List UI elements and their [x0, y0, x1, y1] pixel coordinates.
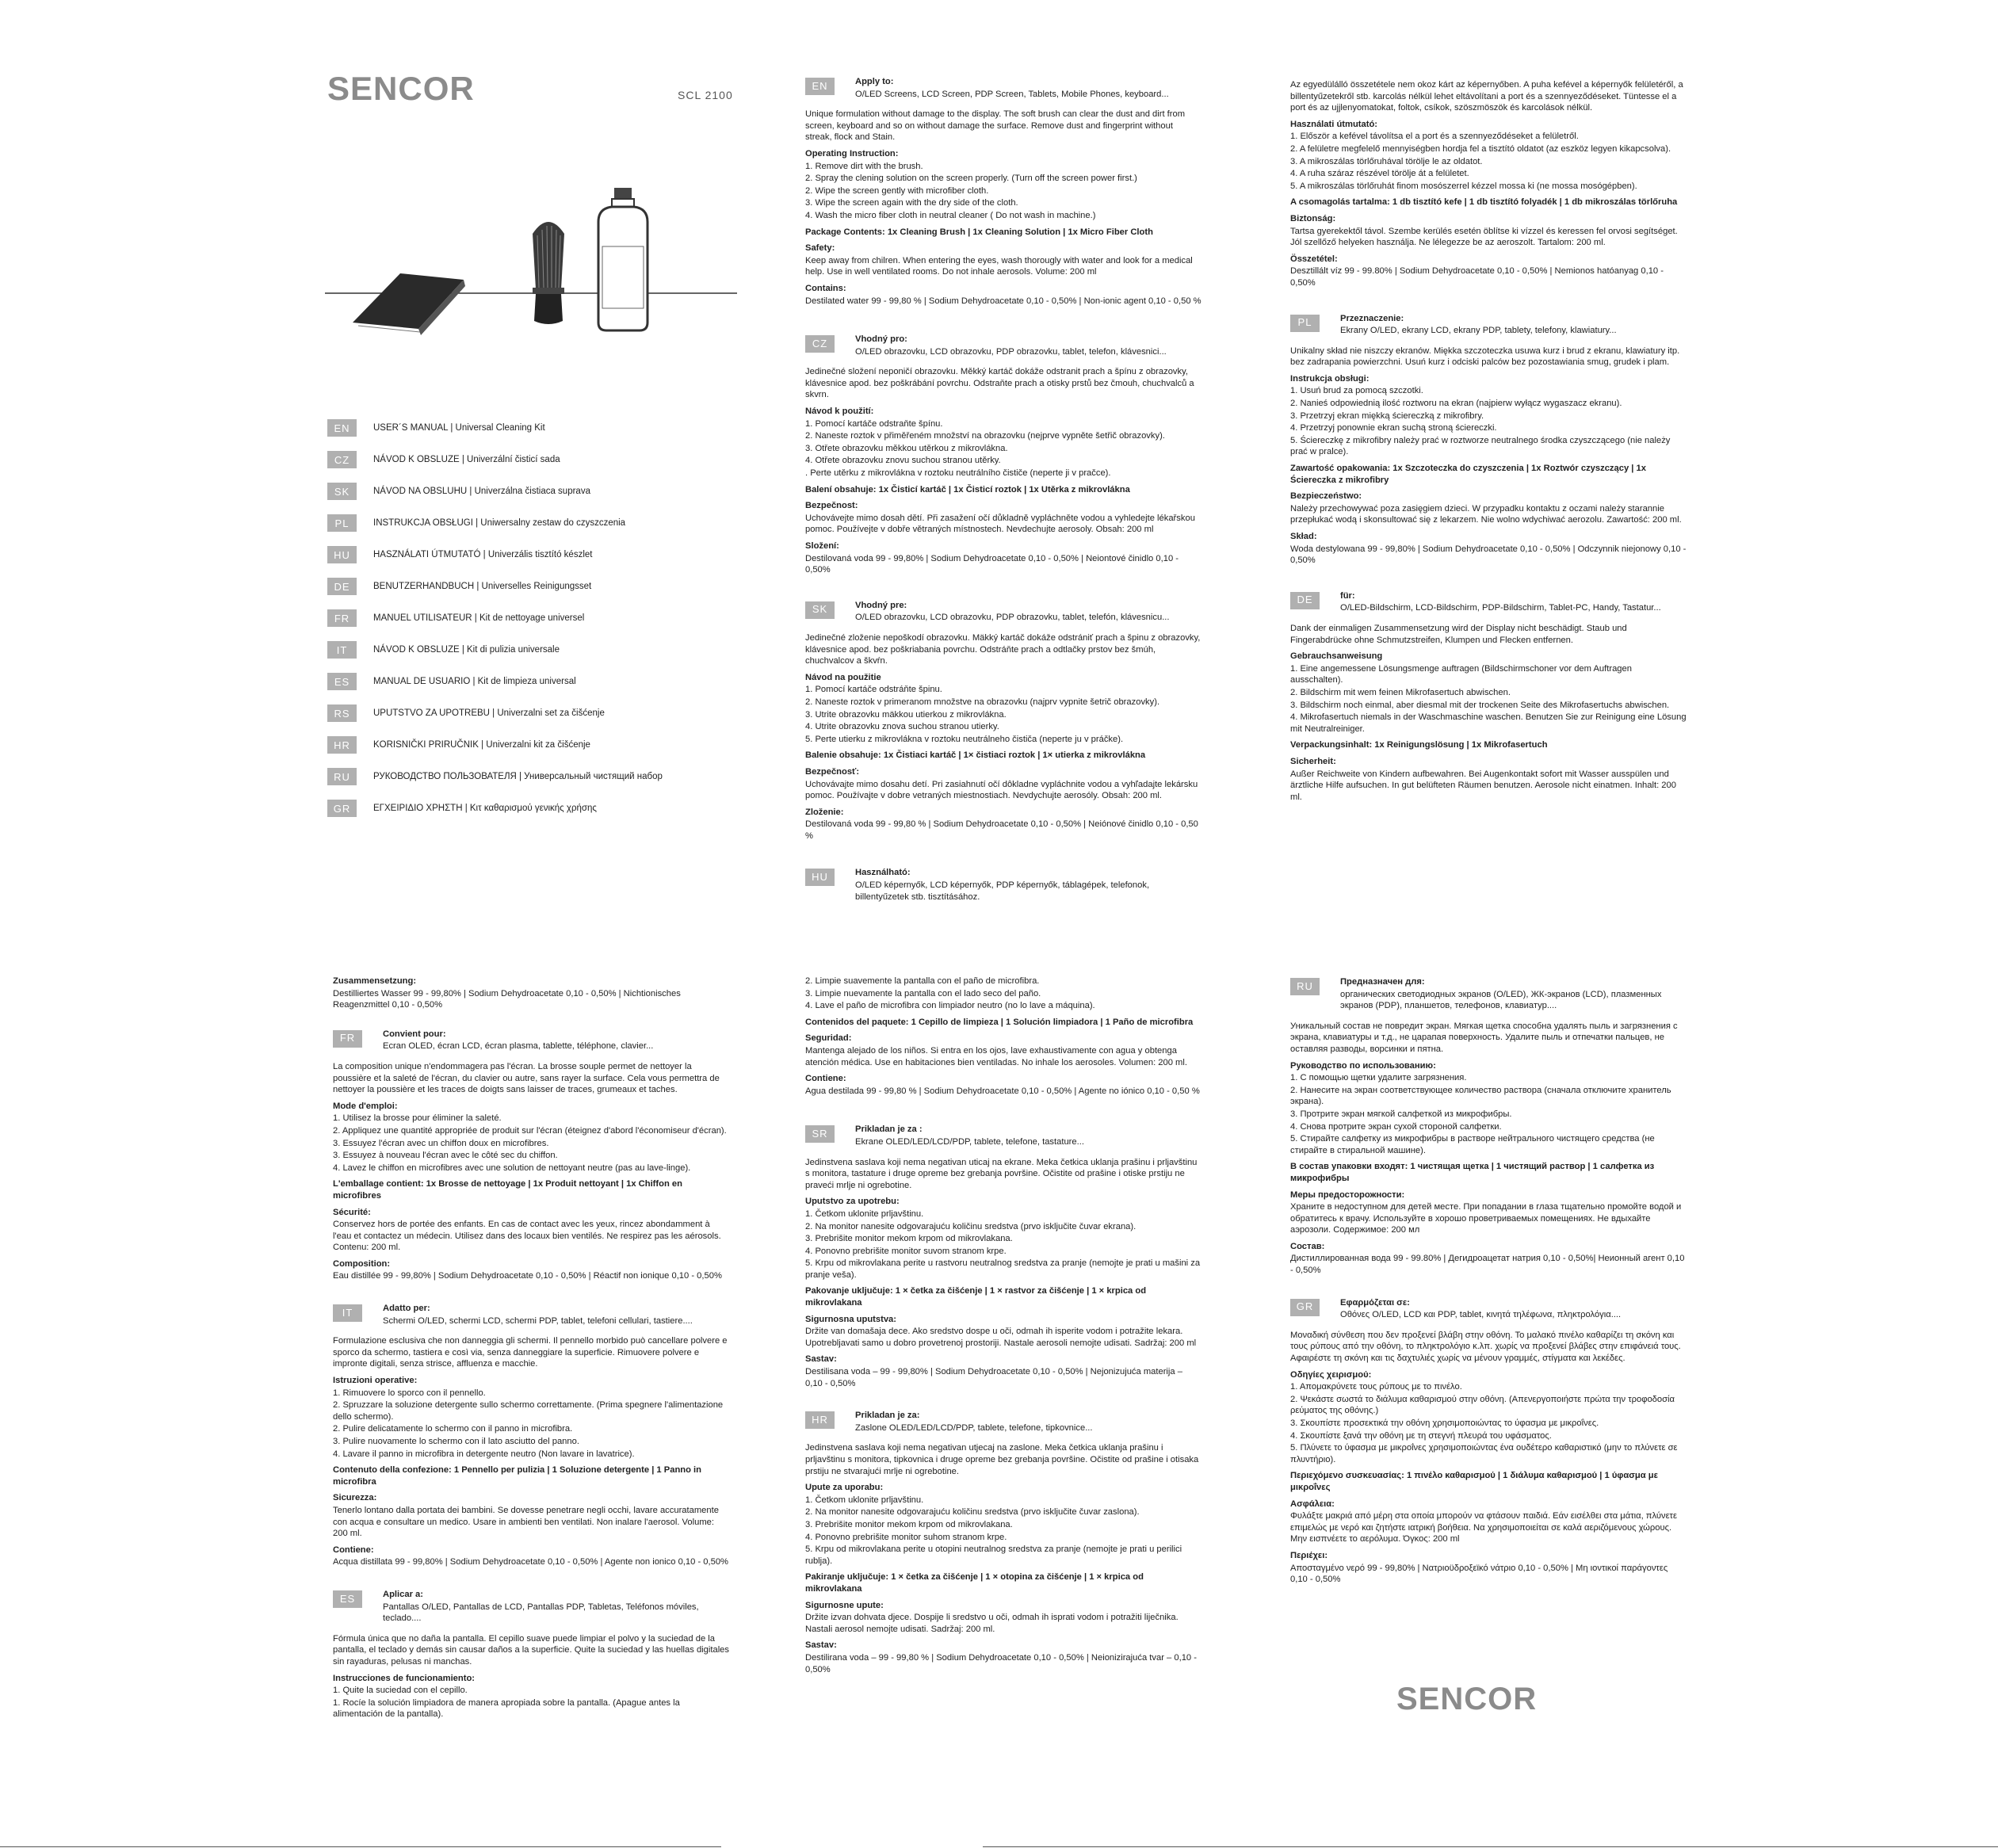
instruction-step: 5. Ściereczkę z mikrofibry należy prać w roztworze neutralnego środka czyszczącego (nie należy prać w pralce). [1290, 435, 1671, 457]
badge-fr: FR [333, 1030, 362, 1048]
instruction-step: 3. Bildschirm noch einmal, aber diesmal mit der trockenen Seite des Mikrofasertuchs abwischen. [1290, 700, 1670, 710]
section-es-continued [805, 976, 1201, 1097]
instruction-step: 4. Mikrofasertuch niemals in der Waschmaschine waschen. Benutzen Sie zur Reinigung eine Lösung mit Neutralreiniger. [1290, 712, 1687, 734]
toc-title-rs: UPUTSTVO ZA UPOTREBU | Univerzalni set za čišćenje [373, 708, 605, 718]
cz-contains-heading: Složení: [805, 541, 839, 551]
toc-row-hu [327, 539, 739, 571]
fr-op-heading: Mode d'emploi: [333, 1101, 398, 1111]
ru-package: В состав упаковки входят: 1 чистящая щетка | 1 чистящий раствор | 1 салфетка из микрофибры [1290, 1162, 1655, 1183]
column-top-middle [805, 76, 1201, 911]
section-ru [1290, 976, 1687, 1277]
toc-title-hu: HASZNÁLATI ÚTMUTATÓ | Univerzális tisztító készlet [373, 550, 593, 559]
badge-gr: GR [1290, 1299, 1320, 1316]
instruction-step: 5. A mikroszálas törlőruhát finom mosószerrel kézzel mossa ki (ne mossa mosógépben). [1290, 181, 1637, 191]
badge-es: ES [333, 1590, 362, 1608]
de-op-heading: Gebrauchsanweisung [1290, 651, 1383, 662]
instruction-step: 2. Na monitor nanesite odgovarajuću količinu sredstva (prvo isključite čuvar ekrana). [805, 1221, 1137, 1231]
instruction-step: 1. Eine angemessene Lösungsmenge auftragen (Bildschirmschoner vor dem Auftragen ausschalten). [1290, 663, 1632, 685]
hu-contains: Desztillált víz 99 - 99.80% | Sodium Dehydroacetate 0,10 - 0,50% | Nemionos hatóanyag 0,10 - 0,50% [1290, 266, 1664, 288]
toc-badge-pl: PL [327, 514, 357, 532]
section-sr [805, 1124, 1201, 1389]
instruction-step: 4. Wash the micro fiber cloth in neutral cleaner ( Do not wash in machine.) [805, 210, 1096, 220]
sr-contains-heading: Sastav: [805, 1354, 837, 1365]
instruction-step: 3. Prebrišite monitor mekom krpom od mikrovlakana. [805, 1234, 1013, 1244]
cz-op-steps [805, 418, 1201, 479]
instruction-step: 2. A felületre megfelelő mennyiségben hordja fel a tisztító oldatot (az eszköz legyen kikapcsolva). [1290, 143, 1671, 154]
instruction-step: 4. Снова протрите экран сухой стороной салфетки. [1290, 1121, 1502, 1132]
section-pl [1290, 313, 1687, 567]
de-intro: Dank der einmaligen Zusammensetzung wird der Display nicht beschädigt. Staub und Fingerabdrücke ohne Schmutzstreifen, Klumpen und Flecken entfernen. [1290, 623, 1627, 645]
column-bottom-middle [805, 976, 1201, 1676]
instruction-step: 5. Стирайте салфетку из микрофибры в растворе нейтрального чистящего средства (не стирайте в стиральной машине). [1290, 1134, 1655, 1155]
fr-intro: La composition unique n'endommagera pas l'écran. La brosse souple permet de nettoyer la poussière et la saleté de l'écran, du clavier ou autre, sans rayer la surface. Cela vous permettra de nettoyer la poussière et les traces de doigts sans laisser de traces, grumeaux et taches. [333, 1061, 720, 1095]
instruction-step: . Perte utěrku z mikrovlákna v roztoku neutrálního čističe (neperte ji v pračce). [805, 468, 1111, 479]
instruction-step: 2. Bildschirm mit wem feinen Mikrofasertuch abwischen. [1290, 687, 1511, 697]
instruction-step: 2. Wipe the screen gently with microfiber cloth. [805, 185, 989, 196]
instruction-step: 3. Essuyez à nouveau l'écran avec le côté sec du chiffon. [333, 1151, 558, 1161]
toc-title-pl: INSTRUKCJA OBSŁUGI | Uniwersalny zestaw do czyszczenia [373, 518, 626, 528]
language-index [327, 412, 739, 824]
pl-op-heading: Instrukcja obsługi: [1290, 373, 1370, 384]
instruction-step: 1. Rocíe la solución limpiadora de manera apropiada sobre la pantalla. (Apague antes la alimentación de la pantalla). [333, 1697, 680, 1720]
it-intro: Formulazione esclusiva che non danneggia gli schermi. Il pennello morbido può cancellare polvere e sporco da schermo, tastiera e così via, senza danneggiare la superficie. Rimuovere polvere e impronte digitali, senza strisce, affluenza e macchie. [333, 1336, 728, 1369]
gr-intro: Μοναδική σύνθεση που δεν προξενεί βλάβη στην οθόνη. Το μαλακό πινέλο καθαρίζει τη σκόνη και τους ρύπους από την οθόνη, το πληκτρολόγιο κ.λπ. χωρίς να προξενεί βλάβες στην επιφάνειά τους. Αφαιρέστε τη σκόνη και τις δαχτυλιές χωρίς να μένουν γραμμές, στίγματα και λεκέδες. [1290, 1330, 1681, 1364]
sr-safety: Držite van domašaja dece. Ako sredstvo dospe u oči, odmah ih isperite vodom i potražite lekara. Upotrebljavati samo u dobro provetrenoj prostoriji. Nastale aerosoli nemojte udisati. Sadržaj: 200 ml [805, 1327, 1197, 1348]
brand-logo-top: SENCOR [327, 70, 475, 107]
toc-row-it [327, 634, 739, 666]
toc-row-fr [327, 602, 739, 634]
instruction-step: 4. Ponovno prebrišite monitor suvom stranom krpe. [805, 1246, 1007, 1256]
instruction-step: 4. Utrite obrazovku znova suchou stranou utierky. [805, 722, 999, 732]
column-bottom-right [1290, 976, 1687, 1586]
sk-package: Balenie obsahuje: 1x Čistiaci kartáč | 1× čistiaci roztok | 1× utierka z mikrovlákna [805, 750, 1146, 761]
sk-safety: Uchovávajte mimo dosahu detí. Pri zasiahnutí očí dôkladne vypláchnite vodou a vyhľadajte lekársku pomoc. Používajte v dobre vetraných miestnostiach. Nevdychujte aerosóly. Obsah: 200 ml. [805, 779, 1198, 801]
pl-apply-list: Ekrany O/LED, ekrany LCD, ekrany PDP, tablety, telefony, klawiatury... [1340, 326, 1617, 336]
section-cz [805, 334, 1201, 576]
toc-title-sk: NÁVOD NA OBSLUHU | Univerzálna čistiaca suprava [373, 487, 590, 496]
badge-ru: RU [1290, 978, 1320, 995]
en-op-heading: Operating Instruction: [805, 148, 899, 158]
pl-title: Przeznaczenie: [1340, 313, 1404, 323]
instruction-step: 5. Krpu od mikrovlakana perite u otopini neutralnog sredstva za pranje (nemojte je prati u perilici rublja). [805, 1544, 1182, 1566]
toc-row-ru [327, 761, 739, 792]
es-title: Aplicar a: [383, 1589, 423, 1599]
hu-op-steps [1290, 131, 1687, 192]
instruction-step: 2. Naneste roztok v primeranom množstve na obrazovku (najprv vypnite šetrič obrazovky). [805, 697, 1160, 707]
bottom-trim-line-left [0, 1846, 721, 1847]
ru-op-heading: Руководство по использованию: [1290, 1060, 1436, 1071]
it-package: Contenuto della confezione: 1 Pennello per pulizia | 1 Soluzione detergente | 1 Panno in microfibra [333, 1465, 702, 1487]
instruction-step: 3. Przetrzyj ekran miękką ściereczką z mikrofibry. [1290, 410, 1484, 421]
sr-title: Prikladan je za : [855, 1124, 923, 1135]
instruction-step: 4. A ruha száraz részével törölje át a felületet. [1290, 169, 1469, 179]
toc-badge-hu: HU [327, 546, 357, 563]
instruction-step: 1. Először a kefével távolítsa el a port és a szennyeződéseket a felületről. [1290, 132, 1579, 142]
instruction-step: 4. Σκουπίστε ξανά την οθόνη με τη στεγνή πλευρά του υφάσματος. [1290, 1430, 1552, 1441]
de-package: Verpackungsinhalt: 1x Reinigungslösung | 1x Mikrofasertuch [1290, 740, 1548, 750]
hu-apply-list: O/LED képernyők, LCD képernyők, PDP képernyők, táblagépek, telefonok, billentyűzetek stb. tisztításához. [855, 880, 1150, 902]
ru-contains: Дистиллированная вода 99 - 99.80% | Дегидроацетат натрия 0,10 - 0,50%| Неионный агент 0,10 - 0,50% [1290, 1254, 1685, 1276]
toc-row-cz [327, 444, 739, 475]
ru-op-steps [1290, 1072, 1687, 1156]
toc-title-gr: ΕΓΧΕΙΡΙΔΙΟ ΧΡΗΣΤΗ | Κιτ καθαρισμού γενικής χρήσης [373, 804, 597, 813]
toc-badge-es: ES [327, 673, 357, 690]
badge-pl: PL [1290, 315, 1320, 332]
de-contains-heading: Zusammensetzung: [333, 976, 417, 986]
toc-row-es [327, 666, 739, 697]
en-safety-heading: Safety: [805, 243, 835, 254]
toc-title-de: BENUTZERHANDBUCH | Universelles Reinigungsset [373, 582, 592, 591]
toc-row-rs [327, 697, 739, 729]
pl-intro: Unikalny skład nie niszczy ekranów. Miękka szczoteczka usuwa kurz i brud z ekranu, klawiatury itp. bez zadrapania powierzchni. Usuń kurz i odciski palców bez pozostawiania smug, grudek i plam. [1290, 346, 1680, 368]
sk-contains-heading: Zloženie: [805, 807, 844, 817]
gr-contains-heading: Περιέχει: [1290, 1550, 1328, 1560]
gr-op-steps [1290, 1381, 1687, 1465]
en-apply-list: O/LED Screens, LCD Screen, PDP Screen, Tablets, Mobile Phones, keyboard... [855, 89, 1169, 99]
section-it [333, 1303, 729, 1568]
cz-safety-heading: Bezpečnost: [805, 501, 858, 511]
sr-safety-heading: Sigurnosna uputstva: [805, 1314, 896, 1324]
hr-intro: Jedinstvena saslava koji nema negativan utjecaj na zaslone. Meka četkica uklanja prašinu i prljavštinu s monitora, tipkovnica i druge opreme bez grebanja površine. Očistite od prašine i otisaka prstiju ne stvarajući mrlje ni ogrebotine. [805, 1443, 1199, 1476]
fr-safety-heading: Sécurité: [333, 1207, 371, 1217]
toc-badge-rs: RS [327, 704, 357, 722]
sk-title: Vhodný pre: [855, 600, 907, 610]
toc-badge-it: IT [327, 641, 357, 659]
es-safety-heading: Seguridad: [805, 1033, 852, 1044]
toc-row-gr [327, 792, 739, 824]
toc-badge-hr: HR [327, 736, 357, 754]
instruction-step: 4. Lave el paño de microfibra con limpiador neutro (no lo lave a máquina). [805, 1001, 1095, 1011]
toc-row-sk [327, 475, 739, 507]
es-contains: Agua destilada 99 - 99,80 % | Sodium Dehydroacetate 0,10 - 0,50% | Agente no iónico 0,10 - 0,50 % [805, 1086, 1200, 1096]
it-contains-heading: Contiene: [333, 1544, 374, 1555]
instruction-step: 3. Протрите экран мягкой салфеткой из микрофибры. [1290, 1109, 1512, 1119]
gr-package: Περιεχόμενο συσκευασίας: 1 πινέλο καθαρισμού | 1 διάλυμα καθαρισμού | 1 ύφασμα με μικροΐνες [1290, 1471, 1658, 1492]
de-title: für: [1340, 590, 1355, 601]
microfiber-cloth-icon [353, 273, 465, 335]
toc-title-es: MANUAL DE USUARIO | Kit de limpieza universal [373, 677, 576, 686]
instruction-step: 3. Wipe the screen again with the dry side of the cloth. [805, 198, 1018, 208]
instruction-step: 1. С помощью щетки удалите загрязнения. [1290, 1073, 1467, 1083]
toc-badge-cz: CZ [327, 451, 357, 468]
ru-title: Предназначен для: [1340, 977, 1425, 987]
cleaning-solution-bottle-icon [598, 188, 648, 330]
badge-de: DE [1290, 592, 1320, 609]
es-package: Contenidos del paquete: 1 Cepillo de limpieza | 1 Solución limpiadora | 1 Paño de microfibra [805, 1017, 1194, 1027]
cz-package: Balení obsahuje: 1x Čisticí kartáč | 1x Čisticí roztok | 1x Utěrka z mikrovlákna [805, 484, 1130, 494]
section-de [1290, 590, 1687, 804]
instruction-step: 5. Πλύνετε το ύφασμα με μικροΐνες χρησιμοποιώντας ένα ουδέτερο καθαριστικό (μην το πλύνετε σε πλυντήριο). [1290, 1443, 1678, 1464]
it-contains: Acqua distillata 99 - 99,80% | Sodium Dehydroacetate 0,10 - 0,50% | Agente non ionico 0,10 - 0,50% [333, 1557, 729, 1567]
hu-safety: Tartsa gyerekektől távol. Szembe kerülés esetén öblítse ki vízzel és keressen fel orvosi segítséget. Jól szellőző helyeken használja. Ne lélegezze be az aeroszolt. Tartalom: 200 ml. [1290, 226, 1678, 248]
gr-contains: Αποσταγμένο νερό 99 - 99,80% | Νατριοϋδροξεϊκό νάτριο 0,10 - 0,50% | Μη ιοντικοί παράγοντες 0,10 - 0,50% [1290, 1563, 1668, 1585]
instruction-step: 2. Spruzzare la soluzione detergente sullo schermo correttamente. (Prima spegnere l'alimentazione dello schermo). [333, 1400, 724, 1422]
gr-safety: Φυλάξτε μακριά από μέρη στα οποία μπορούν να φτάσουν παιδιά. Εάν εισέλθει στα μάτια, πλύνετε επιμελώς με νερό και ζητήστε ιατρική βοήθεια. Να χρησιμοποιείται σε καλά αεριζόμενους χώρους. Μην εισπνέετε το αερόλυμα. Όγκος: 200 ml [1290, 1511, 1677, 1544]
fr-op-steps [333, 1113, 729, 1174]
sr-op-heading: Uputstvo za upotrebu: [805, 1197, 900, 1207]
instruction-step: 4. Ponovno prebrišite monitor suhom stranom krpe. [805, 1532, 1007, 1542]
instruction-step: 2. Naneste roztok v přiměřeném množství na obrazovku (nejprve vypněte šetřič obrazovky). [805, 431, 1165, 441]
toc-row-pl [327, 507, 739, 539]
gr-op-heading: Οδηγίες χειρισμού: [1290, 1369, 1372, 1380]
instruction-step: 1. Usuń brud za pomocą szczotki. [1290, 386, 1423, 396]
instruction-step: 1. Četkom uklonite prljavštinu. [805, 1495, 924, 1505]
hr-safety: Držite izvan dohvata djece. Dospije li sredstvo u oči, odmah ih isprati vodom i potražiti liječnika. Nastali aerosol nemojte udisati. Sadržaj: 200 ml. [805, 1613, 1179, 1634]
fr-safety: Conservez hors de portée des enfants. En cas de contact avec les yeux, rincez abondamment à l'eau et contactez un médecin. Utilisez dans des locaux bien ventilés. Ne respirez pas les aérosols. Contenu: 200 ml. [333, 1220, 721, 1253]
pl-contains-heading: Skład: [1290, 532, 1317, 541]
hu-op-heading: Használati útmutató: [1290, 119, 1378, 129]
it-op-heading: Istruzioni operative: [333, 1376, 418, 1386]
instruction-step: 3. Prebrišite monitor mekom krpom od mikrovlakana. [805, 1519, 1013, 1529]
cz-apply-list: O/LED obrazovku, LCD obrazovku, PDP obrazovku, tablet, telefon, klávesnici... [855, 346, 1167, 357]
en-safety: Keep away from chilren. When entering the eyes, wash thorougly with water and look for a medical help. Use in well ventilated rooms. Do not inhale aerosols. Volume: 200 ml [805, 255, 1193, 277]
ru-safety: Храните в недоступном для детей месте. При попадании в глаза тщательно промойте водой и обратитесь к врачу. Используйте в хорошо проветриваемых помещениях. Не вдыхайте аэрозоли. Содержимое: 200 мл [1290, 1202, 1682, 1235]
section-es [333, 1589, 729, 1720]
instruction-step: 4. Otřete obrazovku znovu suchou stranou utěrky. [805, 456, 1001, 466]
sk-intro: Jedinečné zloženie nepoškodí obrazovku. Mäkký kartáč dokáže odstrániť prach a špinu z obrazovky, klávesnice apod. bez poškriabania povrchu. Odstráňte prach a odtlačky prstov bez šmúh, chuchvalcov a škvŕn. [805, 632, 1201, 666]
badge-it: IT [333, 1304, 362, 1322]
section-fr [333, 1029, 729, 1282]
cleaning-brush-icon [533, 222, 564, 324]
model-number: SCL 2100 [678, 89, 733, 101]
it-op-steps [333, 1388, 729, 1460]
de-contains: Destilliertes Wasser 99 - 99,80% | Sodium Dehydroacetate 0,10 - 0,50% | Nichtionisches Reagenzmittel 0,10 - 0,50% [333, 988, 681, 1010]
instruction-step: 3. Essuyez l'écran avec un chiffon doux en microfibres. [333, 1138, 549, 1148]
hu-package: A csomagolás tartalma: 1 db tisztító kefe | 1 db tisztító folyadék | 1 db mikroszálas törlőruha [1290, 197, 1678, 208]
toc-title-cz: NÁVOD K OBSLUZE | Univerzální čisticí sada [373, 455, 560, 464]
cz-intro: Jedinečné složení neponičí obrazovku. Měkký kartáč dokáže odstranit prach a špínu z obrazovky, klávesnice apod. bez poškrábání povrchu. Odstraňte prach a otisky prstů bez čmouh, chuchvalců a skvrn. [805, 367, 1194, 400]
cz-op-heading: Návod k použití: [805, 407, 874, 417]
instruction-step: 1. Rimuovere lo sporco con il pennello. [333, 1388, 486, 1398]
it-apply-list: Schermi O/LED, schermi LCD, schermi PDP, tablet, telefoni cellulari, tastiere.... [383, 1315, 693, 1326]
instruction-step: 4. Przetrzyj ponownie ekran suchą stroną ściereczki. [1290, 423, 1497, 433]
sk-op-heading: Návod na použitie [805, 672, 881, 682]
sk-apply-list: O/LED obrazovku, LCD obrazovku, PDP obrazovku, tablet, telefón, klávesnicu... [855, 613, 1170, 623]
it-safety-heading: Sicurezza: [333, 1493, 377, 1503]
sr-contains: Destilisana voda – 99 - 99,80% | Sodium Dehydroacetate 0,10 - 0,50% | Nejonizujuća materija – 0,10 - 0,50% [805, 1367, 1182, 1388]
instruction-step: 2. Appliquez une quantité appropriée de produit sur l'écran (éteignez d'abord l'économiseur d'écran). [333, 1125, 727, 1136]
pl-safety-heading: Bezpieczeństwo: [1290, 491, 1362, 502]
hr-title: Prikladan je za: [855, 1411, 920, 1421]
brand-logo-bottom: SENCOR [1396, 1682, 1538, 1716]
en-intro: Unique formulation without damage to the display. The soft brush can clear the dust and dirt from screen, keyboard and so on without damage the surface. Remove dust and fingerprint without streak, flock and Stain. [805, 109, 1186, 143]
product-illustration [325, 186, 737, 337]
toc-title-fr: MANUEL UTILISATEUR | Kit de nettoyage universel [373, 613, 585, 623]
es-op-steps [333, 1685, 729, 1720]
instruction-step: 3. Limpie nuevamente la pantalla con el lado seco del paño. [805, 988, 1041, 998]
section-sk [805, 600, 1201, 842]
sk-contains: Destilovaná voda 99 - 99,80 % | Sodium Dehydroacetate 0,10 - 0,50% | Neiónové činidlo 0,10 - 0,50 % [805, 819, 1198, 841]
instruction-step: 3. Pulire nuovamente lo schermo con il lato asciutto del panno. [333, 1437, 579, 1446]
toc-badge-ru: RU [327, 768, 357, 785]
instruction-step: 4. Lavare il panno in microfibra in detergente neutro (Non lavare in lavatrice). [333, 1449, 635, 1459]
hr-safety-heading: Sigurnosne upute: [805, 1600, 884, 1610]
instruction-step: 2. Pulire delicatamente lo schermo con il panno in microfibra. [333, 1424, 573, 1434]
ru-intro: Уникальный состав не повредит экран. Мягкая щетка способна удалять пыль и загрязнения с экрана, клавиатуры и т.д., не царапая поверхность. Удалите пыль и отпечатки пальцев, не оставляя разводы, ворсинки и пятна. [1290, 1021, 1678, 1054]
de-apply-list: O/LED-Bildschirm, LCD-Bildschirm, PDP-Bildschirm, Tablet-PC, Handy, Tastatur... [1340, 603, 1661, 613]
es-op-steps-continued [805, 976, 1201, 1012]
instruction-step: 2. Nanieś odpowiednią ilość roztworu na ekran (najpierw wyłącz wygaszacz ekranu). [1290, 399, 1622, 409]
toc-row-en [327, 412, 739, 444]
toc-row-hr [327, 729, 739, 761]
instruction-step: 1. Remove dirt with the brush. [805, 161, 923, 171]
gr-apply-list: Οθόνες O/LED, LCD και PDP, tablet, κινητά τηλέφωνα, πληκτρολόγια.... [1340, 1310, 1622, 1320]
instruction-step: 2. Limpie suavemente la pantalla con el paño de microfibra. [805, 976, 1040, 986]
hr-apply-list: Zaslone OLED/LED/LCD/PDP, tablete, telefone, tipkovnice... [855, 1422, 1093, 1433]
ru-apply-list: органических светодиодных экранов (O/LED), ЖК-экранов (LCD), плазменных экранов (PDP), планшетов, телефонов, клавиатур.... [1340, 989, 1662, 1011]
column-top-right [1290, 79, 1687, 804]
instruction-step: 1. Απομακρύνετε τους ρύπους με το πινέλο. [1290, 1382, 1462, 1392]
sr-intro: Jedinstvena saslava koji nema negativan uticaj na ekrane. Meka četkica uklanja prašinu i prljavštinu s monitora, tastature i druge opreme bez grebanja površine. Očistite od prašine i otiske prstiju ne praveći mrlje ni ogrebotine. [805, 1157, 1198, 1190]
toc-row-de [327, 571, 739, 602]
hu-contains-heading: Összetétel: [1290, 254, 1338, 264]
sr-op-steps [805, 1208, 1201, 1281]
instruction-step: 5. Perte utierku z mikrovlákna v roztoku neutrálneho čističa (neperte ju v práčke). [805, 734, 1124, 744]
toc-badge-gr: GR [327, 800, 357, 817]
toc-badge-de: DE [327, 578, 357, 595]
en-title: Apply to: [855, 77, 894, 86]
gr-safety-heading: Ασφάλεια: [1290, 1499, 1335, 1509]
instruction-step: 2. Нанесите на экран соответствующее количество раствора (сначала отключите хранитель экрана). [1290, 1085, 1671, 1107]
fr-contains-heading: Composition: [333, 1258, 391, 1269]
hr-contains: Destilirana voda – 99 - 99,80 % | Sodium Dehydroacetate 0,10 - 0,50% | Neionizirajuća tvar – 0,10 - 0,50% [805, 1652, 1197, 1674]
badge-sr: SR [805, 1125, 835, 1143]
badge-en: EN [805, 78, 835, 95]
instruction-step: 3. A mikroszálas törlőruhával törölje le az oldatot. [1290, 156, 1483, 166]
instruction-step: 4. Lavez le chiffon en microfibres avec une solution de nettoyant neutre (pas au lave-linge). [333, 1163, 691, 1173]
en-package: Package Contents: 1x Cleaning Brush | 1x Cleaning Solution | 1x Micro Fiber Cloth [805, 227, 1153, 237]
hr-contains-heading: Sastav: [805, 1640, 837, 1651]
es-contains-heading: Contiene: [805, 1074, 846, 1084]
bottom-trim-line-right [983, 1846, 1998, 1847]
fr-title: Convient pour: [383, 1029, 446, 1039]
instruction-step: 2. Na monitor nanesite odgovarajuću količinu sredstva (prvo isključite čuvar zaslona). [805, 1507, 1140, 1518]
sk-op-steps [805, 684, 1201, 745]
pl-op-steps [1290, 385, 1687, 458]
badge-cz: CZ [805, 335, 835, 353]
de-safety-heading: Sicherheit: [1290, 756, 1336, 766]
section-hu-continued [1290, 79, 1687, 289]
instruction-step: 1. Pomocí kartáče odstraňte špínu. [805, 418, 943, 429]
cz-contains: Destilovaná voda 99 - 99,80% | Sodium Dehydroacetate 0,10 - 0,50% | Neiontové činidlo 0,10 - 0,50% [805, 553, 1179, 575]
hr-op-steps [805, 1495, 1201, 1567]
es-op-heading: Instrucciones de funcionamiento: [333, 1673, 476, 1683]
pl-package: Zawartość opakowania: 1x Szczoteczka do czyszczenia | 1x Roztwór czyszczący | 1x Ściereczka z mikrofibry [1290, 464, 1646, 485]
toc-title-hr: KORISNIČKI PRIRUČNIK | Univerzalni kit za čišćenje [373, 740, 590, 750]
sr-apply-list: Ekrane OLED/LED/LCD/PDP, tablete, telefone, tastature... [855, 1136, 1084, 1147]
instruction-step: 3. Σκουπίστε προσεκτικά την οθόνη χρησιμοποιώντας το ύφασμα με μικροΐνες. [1290, 1418, 1599, 1428]
hr-package: Pakiranje uključuje: 1 × četka za čišćenje | 1 × otopina za čišćenje | 1 × krpica od mikrovlakana [805, 1572, 1144, 1594]
toc-badge-en: EN [327, 419, 357, 437]
gr-title: Εφαρμόζεται σε: [1340, 1297, 1410, 1308]
instruction-step: 3. Otřete obrazovku měkkou utěrkou z mikrovlákna. [805, 443, 1008, 453]
toc-title-en: USER´S MANUAL | Universal Cleaning Kit [373, 423, 545, 433]
fr-contains: Eau distillée 99 - 99,80% | Sodium Dehydroacetate 0,10 - 0,50% | Réactif non ionique 0,10 - 0,50% [333, 1271, 722, 1281]
cz-safety: Uchovávejte mimo dosah dětí. Při zasažení očí důkladně vypláchněte vodou a vyhledejte lékařskou pomoc. Používejte v dobře větraných místnostech. Nevdechujte aerosoly. Obsah: 200 ml [805, 513, 1195, 535]
instruction-step: 1. Četkom uklonite prljavštinu. [805, 1208, 924, 1219]
en-contains: Destilated water 99 - 99,80 % | Sodium Dehydroacetate 0,10 - 0,50% | Non-ionic agent 0,10 - 0,50 % [805, 296, 1201, 306]
instruction-step: 3. Utrite obrazovku mäkkou utierkou z mikrovlákna. [805, 709, 1007, 720]
section-hr [805, 1410, 1201, 1675]
sr-package: Pakovanje uključuje: 1 × četka za čišćenje | 1 × rastvor za čišćenje | 1 × krpica od mikrovlakana [805, 1286, 1147, 1308]
instruction-step: 1. Utilisez la brosse pour éliminer la saleté. [333, 1113, 502, 1124]
ru-contains-heading: Состав: [1290, 1241, 1325, 1251]
hu-safety-heading: Biztonság: [1290, 213, 1336, 223]
badge-hr: HR [805, 1411, 835, 1429]
section-de-continued [333, 976, 729, 1011]
pl-safety: Należy przechowywać poza zasięgiem dzieci. W przypadku kontaktu z oczami należy starannie przepłukać wodą i skonsultować się z lekarzem. Nie wolno wdychiwać aerozolu. Zawartość: 200 ml. [1290, 503, 1682, 525]
toc-title-ru: РУКОВОДСТВО ПОЛЬЗОВАТЕЛЯ | Универсальный чистящий набор [373, 772, 663, 781]
badge-hu: HU [805, 869, 835, 886]
column-bottom-left [333, 976, 729, 1721]
hu-intro: Az egyedülálló összetétele nem okoz kárt az képernyőben. A puha kefével a képernyők felületéről, a billentyűzetekről stb. karcolás nélkül lehet eltávolítani a port és a szennyeződéseket. Tüntesse el a port és az ujjlenyomatokat, foltok, csíkok, szöszmöszök és karcolások nélkül. [1290, 80, 1683, 113]
sk-safety-heading: Bezpečnosť: [805, 766, 860, 777]
pl-contains: Woda destylowana 99 - 99,80% | Sodium Dehydroacetate 0,10 - 0,50% | Odczynnik niejonowy 0,10 - 0,50% [1290, 544, 1687, 566]
fr-apply-list: Ecran OLED, écran LCD, écran plasma, tablette, téléphone, clavier... [383, 1041, 654, 1052]
section-gr [1290, 1297, 1687, 1586]
de-safety: Außer Reichweite von Kindern aufbewahren. Bei Augenkontakt sofort mit Wasser ausspülen und ärztliche Hilfe aufsuchen. In gut belüfteten Räumen benutzen. Aerosole nicht einatmen. Inhalt: 200 ml. [1290, 769, 1676, 802]
instruction-step: 2. Ψεκάστε σωστά το διάλυμα καθαρισμού στην οθόνη. (Απενεργοποιήστε πρώτα την τροφοδοσία ρεύματος της οθόνης.) [1290, 1394, 1675, 1416]
instruction-step: 1. Quite la suciedad con el cepillo. [333, 1686, 468, 1696]
en-contains-heading: Contains: [805, 283, 846, 293]
de-op-steps [1290, 663, 1687, 735]
section-en [805, 76, 1201, 307]
instruction-step: 2. Spray the clening solution on the screen properly. (Turn off the screen power first.) [805, 174, 1137, 184]
en-op-steps [805, 161, 1201, 222]
es-intro: Fórmula única que no daña la pantalla. El cepillo suave puede limpiar el polvo y la suciedad de la pantalla, el teclado y demás sin causar daños a la superficie. Quite la suciedad y las huellas digitales sin rayaduras, pelusas ni manchas. [333, 1633, 729, 1667]
instruction-step: 5. Krpu od mikrovlakana perite u rastvoru neutralnog sredstva za pranje (nemojte je prati u mašini za pranje veša). [805, 1258, 1201, 1280]
toc-badge-fr: FR [327, 609, 357, 627]
toc-title-it: NÁVOD K OBSLUZE | Kit di pulizia universale [373, 645, 560, 655]
ru-safety-heading: Меры предосторожности: [1290, 1189, 1405, 1200]
hr-op-heading: Upute za uporabu: [805, 1483, 884, 1493]
es-apply-list: Pantallas O/LED, Pantallas de LCD, Pantallas PDP, Tabletas, Teléfonos móviles, teclado.... [383, 1602, 699, 1624]
badge-sk: SK [805, 601, 835, 619]
it-safety: Tenerlo lontano dalla portata dei bambini. Se dovesse penetrare negli occhi, lavare accuratamente con acqua e consultare un medico. Usare in ambienti ben ventilati. Non inalare l'aerosol. Volume: 200 ml. [333, 1505, 719, 1539]
cz-title: Vhodný pro: [855, 334, 907, 345]
hu-title: Használható: [855, 868, 911, 878]
fr-package: L'emballage contient: 1x Brosse de nettoyage | 1x Produit nettoyant | 1x Chiffon en microfibres [333, 1179, 682, 1201]
es-safety: Mantenga alejado de los niños. Si entra en los ojos, lave exhaustivamente con agua y obtenga atención médica. Use en habitaciones bien ventiladas. No inhale los aerosoles. Volumen: 200 ml. [805, 1045, 1187, 1067]
toc-badge-sk: SK [327, 483, 357, 500]
it-title: Adatto per: [383, 1304, 430, 1314]
instruction-step: 1. Pomocí kartáče odstráňte špinu. [805, 685, 942, 695]
section-hu-heading [805, 867, 1201, 903]
